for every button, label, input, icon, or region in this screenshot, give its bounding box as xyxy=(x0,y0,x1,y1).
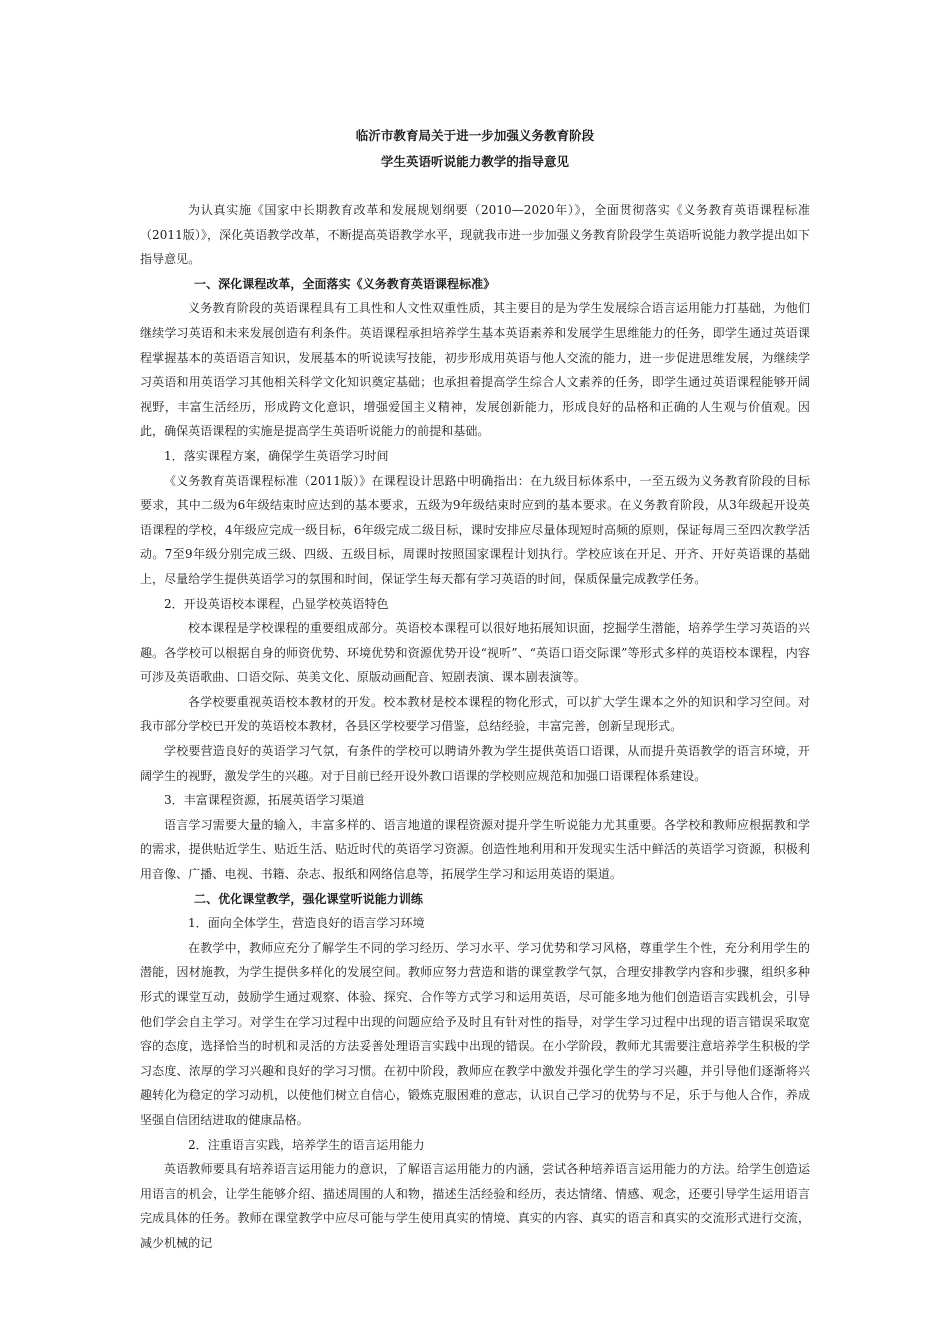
body-paragraph: 语言学习需要大量的输入，丰富多样的、语言地道的课程资源对提升学生听说能力尤其重要。各学校和教师应根据教和学的需求，提供贴近学生、贴近生活、贴近时代的英语学习资源。创造性地利用和开发现实生活中鲜活的英语学习资源，积极利用音像、广播、电视、书籍、杂志、报纸和网络信息等，拓展学生学习和运用英语的渠道。 xyxy=(140,817,810,882)
section-heading-2: 二、优化课堂教学，强化课堂听说能力训练 xyxy=(194,891,423,906)
subsection-heading-1-3: 3．丰富课程资源，拓展英语学习渠道 xyxy=(164,793,365,808)
title-spacer xyxy=(140,170,810,198)
subsection-heading-2-2: 2．注重语言实践，培养学生的语言运用能力 xyxy=(188,1137,425,1152)
document-title-line-2: 学生英语听说能力教学的指导意见 xyxy=(380,154,570,169)
body-paragraph: 《义务教育英语课程标准（2011版）》在课程设计思路中明确指出：在九级目标体系中，一至五级为义务教育阶段的目标要求，其中二级为6年级结束时应达到的基本要求，五级为9年级结束时应到的基本要求。在义务教育阶段，从3年级起开设英语课程的学校，4年级应完成一级目标，6年级完成二级目标，课时安排应尽量体现短时高频的原则，保证每周三至四次教学活动。7至9年级分别完成三级、四级、五级目标，周课时按照国家课程计划执行。学校应该在开足、开齐、开好英语课的基础上，尽量给学生提供英语学习的氛围和时间，保证学生每天都有学习英语的时间，保质保量完成教学任务。 xyxy=(140,473,810,586)
body-paragraph: 各学校要重视英语校本教材的开发。校本教材是校本课程的物化形式，可以扩大学生课本之外的知识和学习空间。对我市部分学校已开发的英语校本教材，各县区学校要学习借鉴，总结经验，丰富完善，创新呈现形式。 xyxy=(140,694,810,734)
document-page xyxy=(140,120,810,1256)
section-heading-1: 一、深化课程改革，全面落实《义务教育英语课程标准》 xyxy=(194,276,496,291)
subsection-heading-1-1: 1．落实课程方案，确保学生英语学习时间 xyxy=(164,448,389,463)
body-paragraph: 学校要营造良好的英语学习气氛，有条件的学校可以聘请外教为学生提供英语口语课，从而提升英语教学的语言环境，开阔学生的视野，激发学生的兴趣。对于目前已经开设外教口语课的学校则应规范和加强口语课程体系建设。 xyxy=(140,744,810,783)
document-title-line-1: 临沂市教育局关于进一步加强义务教育阶段 xyxy=(355,128,595,143)
intro-paragraph: 为认真实施《国家中长期教育改革和发展规划纲要（2010—2020年）》，全面贯彻落实《义务教育英语课程标准（2011版）》，深化英语教学改革，不断提高英语教学水平，现就我市进一步加强义务教育阶段学生英语听说能力教学提出如下指导意见。 xyxy=(140,203,810,267)
body-paragraph: 在教学中，教师应充分了解学生不同的学习经历、学习水平、学习优势和学习风格，尊重学生个性，充分利用学生的潜能，因材施教，为学生提供多样化的发展空间。教师应努力营造和谐的课堂教学气氛，合理安排教学内容和步骤，组织多种形式的课堂互动，鼓励学生通过观察、体验、探究、合作等方式学习和运用英语，尽可能多地为他们创造语言实践机会，引导他们学会自主学习。对学生在学习过程中出现的问题应给予及时且有针对性的指导，对学生学习过程中出现的语言错误采取宽容的态度，选择恰当的时机和灵活的方法妥善处理语言实践中出现的错误。在小学阶段，教师尤其需要注意培养学生积极的学习态度、浓厚的学习兴趣和良好的学习习惯。在初中阶段，教师应在教学中激发并强化学生的学习兴趣，并引导他们逐渐将兴趣转化为稳定的学习动机，以使他们树立自信心，锻炼克服困难的意志，认识自己学习的优势与不足，乐于与他人合作，养成坚强自信团结进取的健康品格。 xyxy=(140,940,810,1127)
body-paragraph: 校本课程是学校课程的重要组成部分。英语校本课程可以很好地拓展知识面，挖掘学生潜能，培养学生学习英语的兴趣。各学校可以根据自身的师资优势、环境优势和资源优势开设“视听”、“英语口语交际课”等形式多样的英语校本课程，内容可涉及英语歌曲、口语交际、英美文化、原版动画配音、短剧表演、课本剧表演等。 xyxy=(140,621,810,685)
subsection-heading-2-1: 1．面向全体学生，营造良好的语言学习环境 xyxy=(188,916,425,931)
body-paragraph: 义务教育阶段的英语课程具有工具性和人文性双重性质，其主要目的是为学生发展综合语言运用能力打基础，为他们继续学习英语和未来发展创造有利条件。英语课程承担培养学生基本英语素养和发展学生思维能力的任务，即学生通过英语课程掌握基本的英语语言知识，发展基本的听说读写技能，初步形成用英语与他人交流的能力，进一步促进思维发展，为继续学习英语和用英语学习其他相关科学文化知识奠定基础；也承担着提高学生综合人文素养的任务，即学生通过英语课程能够开阔视野，丰富生活经历，形成跨文化意识，增强爱国主义精神，发展创新能力，形成良好的品格和正确的人生观与价值观。因此，确保英语课程的实施是提高学生英语听说能力的前提和基础。 xyxy=(140,301,810,439)
subsection-heading-1-2: 2．开设英语校本课程，凸显学校英语特色 xyxy=(164,596,389,611)
body-paragraph: 英语教师要具有培养语言运用能力的意识，了解语言运用能力的内涵，尝试各种培养语言运用能力的方法。给学生创造运用语言的机会，让学生能够介绍、描述周围的人和物，描述生活经验和经历，表达情绪、情感、观念，还要引导学生运用语言完成具体的任务。教师在课堂教学中应尽可能与学生使用真实的情境、真实的内容、真实的语言和真实的交流形式进行交流，减少机械的记 xyxy=(140,1162,810,1250)
